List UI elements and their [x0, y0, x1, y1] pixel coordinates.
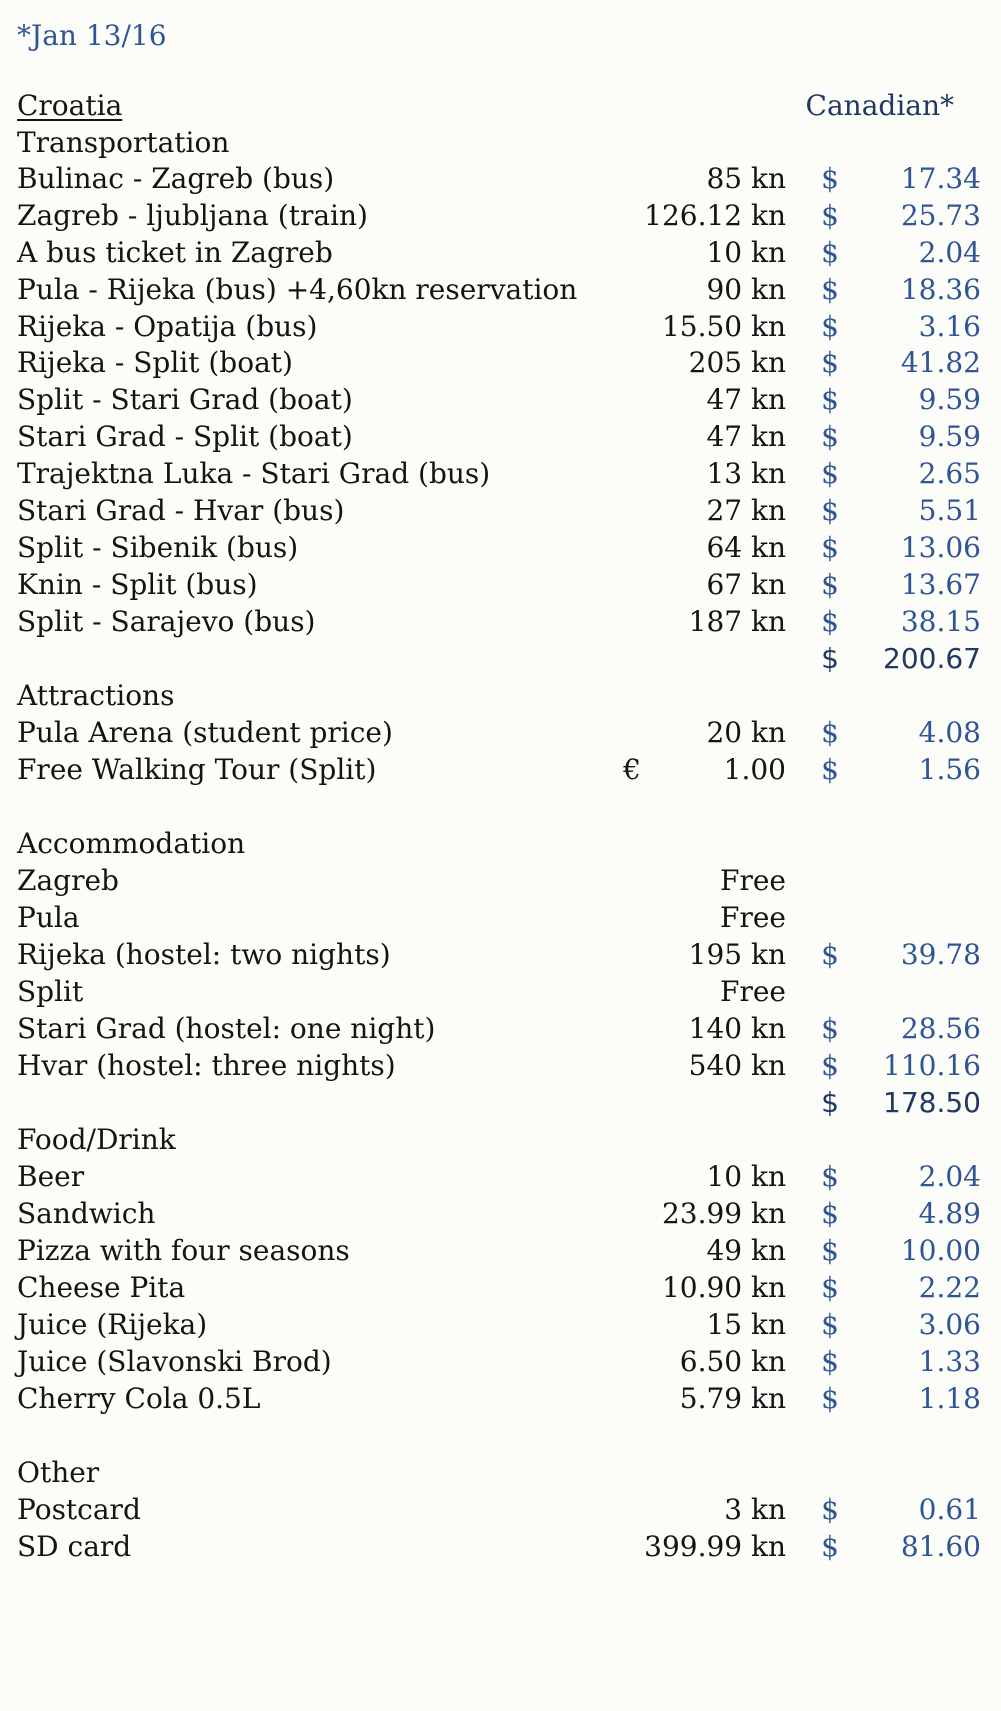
local-amount: 187 kn	[688, 605, 786, 638]
dollar-sign: $	[821, 383, 839, 416]
local-amount: 3 kn	[724, 1493, 786, 1526]
section-heading-other	[0, 1453, 1001, 1493]
local-amount: 85 kn	[706, 162, 786, 195]
local-amount: 1.00	[723, 753, 786, 786]
date-note: *Jan 13/16	[17, 19, 167, 52]
local-amount: 195 kn	[688, 938, 786, 971]
dollar-sign: $	[821, 199, 839, 232]
item-label: Beer	[17, 1160, 85, 1193]
table-row	[0, 1009, 1001, 1049]
cad-amount: 1.33	[918, 1345, 981, 1378]
local-amount: 10 kn	[706, 1160, 786, 1193]
table-row	[0, 1490, 1001, 1530]
total-amount: 200.67	[883, 642, 981, 675]
local-amount: 126.12 kn	[644, 199, 786, 232]
item-label: Split	[17, 975, 84, 1008]
total-amount: 178.50	[883, 1086, 981, 1119]
cad-amount: 0.61	[918, 1493, 981, 1526]
table-row	[0, 898, 1001, 938]
section-title: Food/Drink	[17, 1123, 176, 1156]
dollar-sign: $	[821, 938, 839, 971]
dollar-sign: $	[821, 162, 839, 195]
item-label: Juice (Slavonski Brod)	[17, 1345, 332, 1378]
dollar-sign: $	[821, 1012, 839, 1045]
dollar-sign: $	[821, 531, 839, 564]
local-amount: 140 kn	[688, 1012, 786, 1045]
cad-amount: 9.59	[918, 420, 981, 453]
local-amount: 10 kn	[706, 236, 786, 269]
local-amount: 67 kn	[706, 568, 786, 601]
cad-amount: 2.04	[918, 1160, 981, 1193]
cad-amount: 2.04	[918, 236, 981, 269]
table-row	[0, 159, 1001, 199]
local-amount: 13 kn	[706, 457, 786, 490]
table-row	[0, 233, 1001, 273]
cad-amount: 2.65	[918, 457, 981, 490]
item-label: Stari Grad - Hvar (bus)	[17, 494, 345, 527]
table-row	[0, 528, 1001, 568]
local-amount: 47 kn	[706, 420, 786, 453]
cad-amount: 1.56	[918, 753, 981, 786]
dollar-sign: $	[821, 1049, 839, 1082]
cad-amount: 110.16	[883, 1049, 981, 1082]
dollar-sign: $	[821, 1382, 839, 1415]
cad-amount: 13.06	[900, 531, 981, 564]
item-label: Postcard	[17, 1493, 141, 1526]
item-label: Juice (Rijeka)	[17, 1308, 208, 1341]
local-amount: Free	[720, 975, 786, 1008]
section-title: Attractions	[17, 679, 175, 712]
item-label: Pula - Rijeka (bus) +4,60kn reservation	[17, 273, 578, 306]
item-label: Free Walking Tour (Split)	[17, 753, 377, 786]
dollar-sign: $	[821, 457, 839, 490]
item-label: Rijeka - Split (boat)	[17, 346, 293, 379]
table-row	[0, 380, 1001, 420]
table-row	[0, 307, 1001, 347]
item-label: Pula	[17, 901, 80, 934]
table-row	[0, 417, 1001, 457]
total-row-accommodation	[0, 1083, 1001, 1123]
dollar-sign: $	[821, 1308, 839, 1341]
local-amount: 20 kn	[706, 716, 786, 749]
total-row-transportation	[0, 639, 1001, 679]
cad-amount: 10.00	[900, 1234, 981, 1267]
item-label: Split - Sibenik (bus)	[17, 531, 299, 564]
cad-amount: 13.67	[900, 568, 981, 601]
dollar-sign: $	[821, 346, 839, 379]
local-amount: 90 kn	[706, 273, 786, 306]
dollar-sign: $	[821, 753, 839, 786]
local-amount: Free	[720, 864, 786, 897]
table-row	[0, 1379, 1001, 1419]
table-row	[0, 491, 1001, 531]
local-amount: 23.99 kn	[661, 1197, 786, 1230]
table-row	[0, 1527, 1001, 1567]
cad-amount: 4.89	[918, 1197, 981, 1230]
dollar-sign: $	[821, 716, 839, 749]
item-label: Trajektna Luka - Stari Grad (bus)	[17, 457, 491, 490]
section-title: Other	[17, 1456, 100, 1489]
table-row	[0, 1231, 1001, 1271]
table-row	[0, 972, 1001, 1012]
cad-amount: 5.51	[918, 494, 981, 527]
table-row	[0, 565, 1001, 605]
item-label: Bulinac - Zagreb (bus)	[17, 162, 335, 195]
item-label: Pula Arena (student price)	[17, 716, 393, 749]
table-row	[0, 935, 1001, 975]
country-heading: Croatia	[17, 89, 123, 122]
cad-amount: 4.08	[918, 716, 981, 749]
table-row	[0, 343, 1001, 383]
local-amount: Free	[720, 901, 786, 934]
table-row	[0, 1342, 1001, 1382]
item-label: Cheese Pita	[17, 1271, 186, 1304]
cad-amount: 28.56	[900, 1012, 981, 1045]
table-row	[0, 1268, 1001, 1308]
table-row	[0, 1194, 1001, 1234]
dollar-sign: $	[821, 1197, 839, 1230]
item-label: A bus ticket in Zagreb	[17, 236, 333, 269]
table-row	[0, 454, 1001, 494]
table-row	[0, 270, 1001, 310]
item-label: Knin - Split (bus)	[17, 568, 258, 601]
cad-amount: 38.15	[900, 605, 981, 638]
total-dollar-sign: $	[821, 642, 839, 675]
local-amount: 47 kn	[706, 383, 786, 416]
dollar-sign: $	[821, 1234, 839, 1267]
table-row	[0, 861, 1001, 901]
local-amount: 6.50 kn	[679, 1345, 786, 1378]
local-amount: 5.79 kn	[679, 1382, 786, 1415]
cad-amount: 41.82	[900, 346, 981, 379]
section-heading-transportation	[0, 123, 1001, 163]
dollar-sign: $	[821, 420, 839, 453]
item-label: Sandwich	[17, 1197, 156, 1230]
dollar-sign: $	[821, 605, 839, 638]
item-label: Cherry Cola 0.5L	[17, 1382, 261, 1415]
cad-amount: 3.16	[918, 310, 981, 343]
currency-heading: Canadian*	[805, 89, 954, 122]
item-label: Stari Grad - Split (boat)	[17, 420, 353, 453]
local-amount: 399.99 kn	[644, 1530, 786, 1563]
dollar-sign: $	[821, 1271, 839, 1304]
dollar-sign: $	[821, 273, 839, 306]
dollar-sign: $	[821, 1493, 839, 1526]
header-row	[0, 86, 1001, 126]
table-row	[0, 1046, 1001, 1086]
section-heading-attractions	[0, 676, 1001, 716]
dollar-sign: $	[821, 1530, 839, 1563]
table-row	[0, 1157, 1001, 1197]
cad-amount: 2.22	[918, 1271, 981, 1304]
cad-amount: 9.59	[918, 383, 981, 416]
cad-amount: 1.18	[918, 1382, 981, 1415]
item-label: Pizza with four seasons	[17, 1234, 350, 1267]
section-title: Transportation	[17, 126, 230, 159]
local-amount: 10.90 kn	[661, 1271, 786, 1304]
local-amount: 540 kn	[688, 1049, 786, 1082]
local-amount: 15.50 kn	[661, 310, 786, 343]
local-amount: 49 kn	[706, 1234, 786, 1267]
table-row	[0, 196, 1001, 236]
local-amount: 64 kn	[706, 531, 786, 564]
table-row	[0, 713, 1001, 753]
item-label: Zagreb - ljubljana (train)	[17, 199, 368, 232]
dollar-sign: $	[821, 236, 839, 269]
cad-amount: 3.06	[918, 1308, 981, 1341]
local-amount: 27 kn	[706, 494, 786, 527]
section-title: Accommodation	[17, 827, 246, 860]
item-label: Split - Stari Grad (boat)	[17, 383, 353, 416]
item-label: Stari Grad (hostel: one night)	[17, 1012, 436, 1045]
cad-amount: 39.78	[900, 938, 981, 971]
local-amount: 15 kn	[706, 1308, 786, 1341]
dollar-sign: $	[821, 568, 839, 601]
table-row	[0, 1305, 1001, 1345]
section-heading-food	[0, 1120, 1001, 1160]
item-label: Hvar (hostel: three nights)	[17, 1049, 396, 1082]
local-amount: 205 kn	[688, 346, 786, 379]
dollar-sign: $	[821, 494, 839, 527]
item-label: Rijeka - Opatija (bus)	[17, 310, 318, 343]
item-label: Zagreb	[17, 864, 119, 897]
item-label: Split - Sarajevo (bus)	[17, 605, 316, 638]
dollar-sign: $	[821, 1345, 839, 1378]
cad-amount: 18.36	[900, 273, 981, 306]
cad-amount: 17.34	[900, 162, 981, 195]
dollar-sign: $	[821, 1160, 839, 1193]
section-heading-accommodation	[0, 824, 1001, 864]
item-label: Rijeka (hostel: two nights)	[17, 938, 391, 971]
item-label: SD card	[17, 1530, 132, 1563]
table-row	[0, 602, 1001, 642]
cad-amount: 25.73	[900, 199, 981, 232]
cad-amount: 81.60	[900, 1530, 981, 1563]
total-dollar-sign: $	[821, 1086, 839, 1119]
euro-sign: €	[623, 753, 641, 786]
table-row	[0, 750, 1001, 790]
dollar-sign: $	[821, 310, 839, 343]
